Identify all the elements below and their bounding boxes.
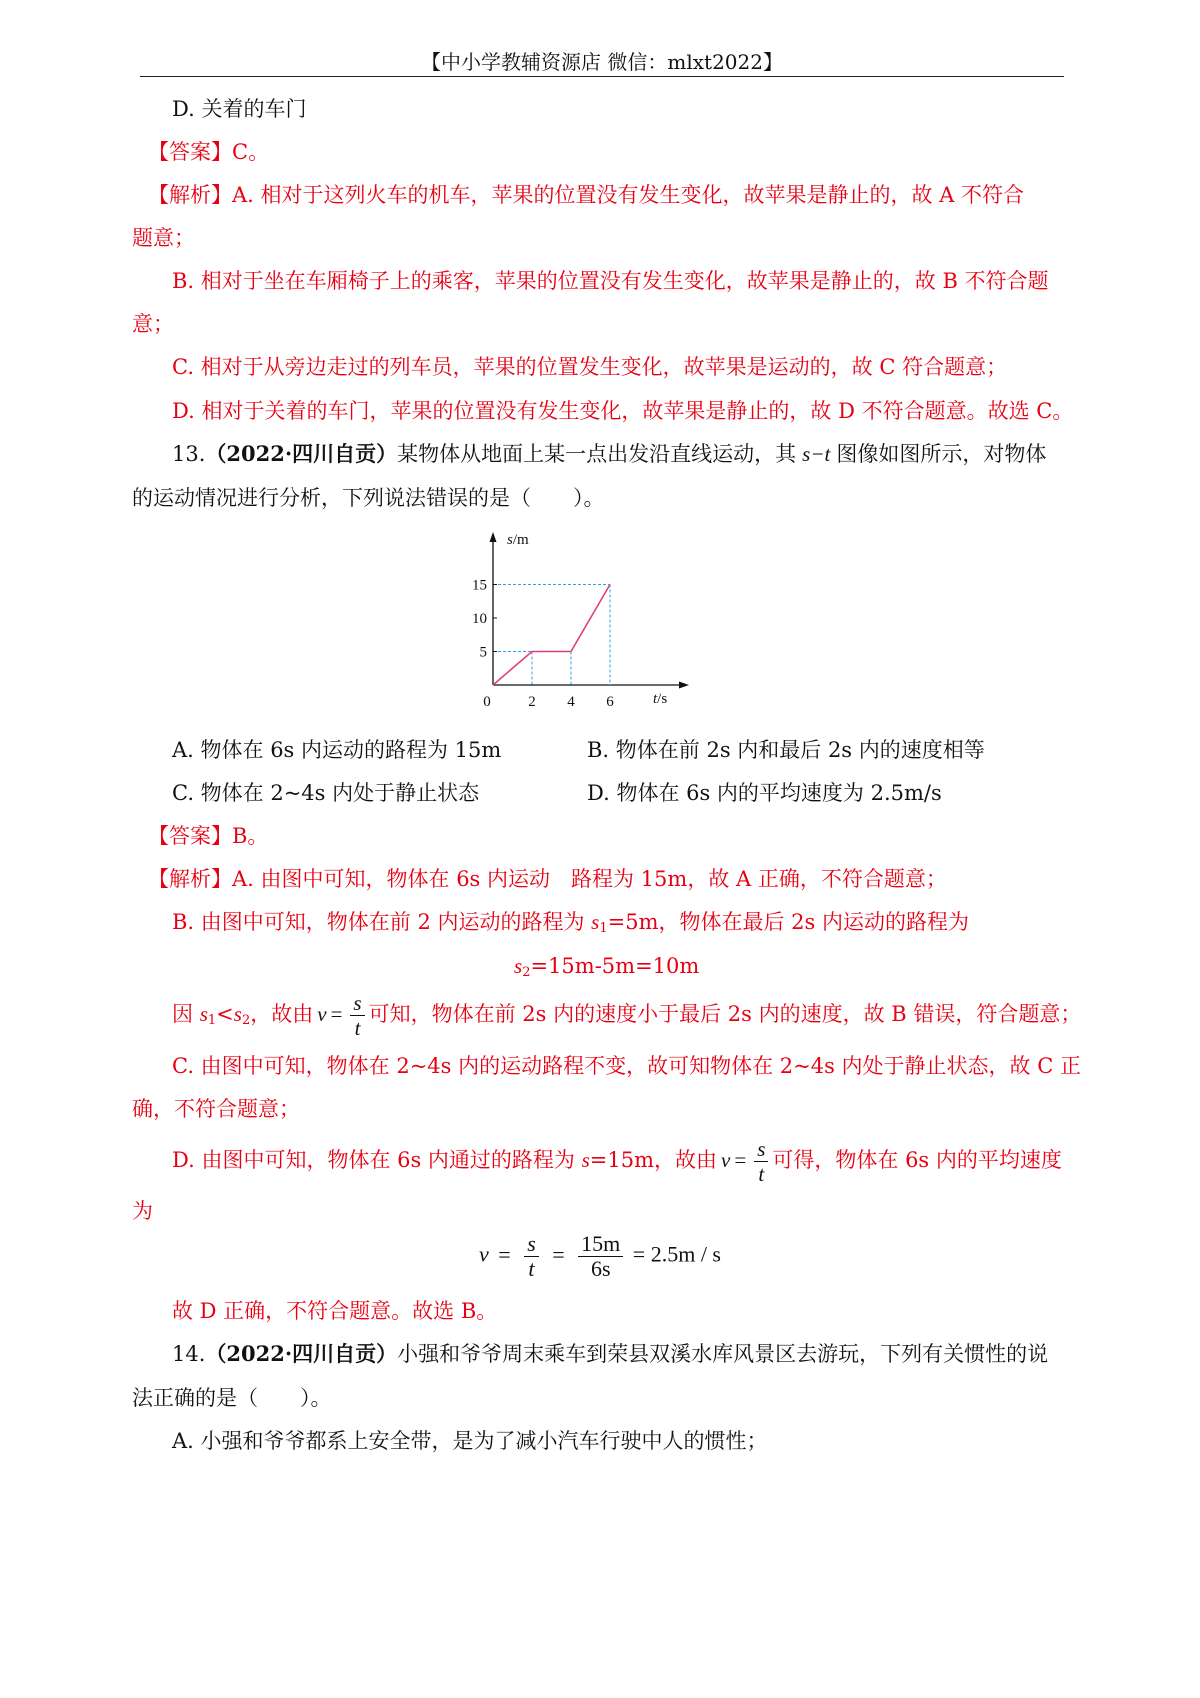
q12-answer: [148, 138, 269, 166]
q14-source: （2022·四川自贡）: [205, 1341, 398, 1366]
y-tick-label: 5: [479, 644, 487, 661]
q13-analysis-d-line2: 为: [132, 1199, 153, 1223]
x-axis-label-unit: /s: [657, 691, 668, 707]
analysis-text: A. 由图中可知，物体在 6s 内运动 路程为 15m，故 A 正确，不符合题意；: [232, 867, 947, 891]
q13-analysis-b-line1: [172, 908, 969, 943]
q13-stem-line1: [172, 440, 1046, 468]
q13-stem-b: 图像如图所示，对物体: [836, 442, 1047, 466]
less-than: <: [216, 1002, 234, 1026]
y-tick-label: 15: [472, 577, 487, 594]
v-symbol: v: [317, 1002, 327, 1026]
q13-option-d: D. 物体在 6s 内的平均速度为 2.5m/s: [587, 781, 942, 805]
fraction-denominator: t: [354, 1016, 361, 1040]
equals: =: [552, 1241, 565, 1267]
y-axis-label-symbol: s: [507, 532, 513, 548]
q12-analysis-b-line1: B. 相对于坐在车厢椅子上的乘客，苹果的位置没有发生变化，故苹果是静止的，故 B 不符合题: [172, 269, 1049, 293]
s1-subscript: 1: [599, 921, 608, 936]
fraction-numerator: s: [350, 991, 364, 1016]
q14-stem: 小强和爷爷周末乘车到荣县双溪水库风景区去游玩，下列有关惯性的说: [397, 1342, 1049, 1366]
v-symbol: v: [479, 1241, 489, 1267]
q13-number: 13.: [172, 442, 206, 466]
q13-analysis-c-line2: 确，不符合题意；: [132, 1097, 300, 1121]
fraction-denominator: t: [758, 1162, 765, 1186]
s2-symbol: s: [233, 1002, 242, 1026]
text: 可知，物体在前 2s 内的速度小于最后 2s 内的速度，故 B 错误，符合题意；: [368, 1002, 1082, 1026]
q12-analysis-a-line1: [148, 181, 1024, 209]
fraction-s-over-t: [754, 1137, 768, 1186]
average-speed-formula: [0, 1232, 1200, 1281]
text: =15m-5m=10m: [530, 954, 700, 978]
q13-analysis-d-line1: [172, 1136, 1062, 1186]
fraction-numerator: s: [754, 1137, 768, 1162]
fraction-15m-over-6s: [578, 1232, 623, 1281]
y-axis-label-unit: /m: [512, 532, 529, 548]
x-tick-label: 6: [606, 694, 614, 710]
q12-analysis-b-line2: 意；: [132, 312, 174, 336]
answer-value: B。: [232, 824, 269, 848]
x-tick-label: 0: [483, 694, 491, 710]
q13-analysis-b-line2: [514, 952, 699, 987]
s2-subscript: 2: [522, 965, 531, 980]
q13-analysis-b-line3: [172, 990, 1081, 1045]
text: =15m，故由: [589, 1148, 718, 1172]
fraction-denominator: 6s: [590, 1256, 611, 1281]
s1-subscript: 1: [207, 1013, 217, 1028]
q13-option-b: B. 物体在前 2s 内和最后 2s 内的速度相等: [587, 738, 985, 762]
q13-st-symbol: s−t: [802, 442, 831, 466]
q13-source: （2022·四川自贡）: [205, 441, 398, 466]
formula-result: = 2.5m / s: [632, 1241, 721, 1267]
s1-symbol: s: [591, 910, 600, 934]
equals: =: [734, 1148, 747, 1172]
analysis-text: A. 相对于这列火车的机车，苹果的位置没有发生变化，故苹果是静止的，故 A 不符合: [232, 183, 1025, 207]
answer-tag: 【答案】: [148, 140, 232, 164]
x-tick-label: 2: [528, 694, 536, 710]
fraction-denominator: t: [528, 1256, 535, 1281]
q14-stem-line2: 法正确的是（ ）。: [132, 1386, 332, 1410]
q14-number: 14.: [172, 1342, 206, 1366]
text: 因: [172, 1002, 200, 1026]
q13-answer: [148, 822, 268, 850]
q14-option-a: A. 小强和爷爷都系上安全带，是为了减小汽车行驶中人的惯性；: [172, 1429, 768, 1453]
q13-analysis-c-line1: C. 由图中可知，物体在 2~4s 内的运动路程不变，故可知物体在 2~4s 内处于静止状态，故 C 正: [172, 1054, 1081, 1078]
q12-analysis-a-line2: 题意；: [132, 226, 195, 250]
q13-option-c: C. 物体在 2~4s 内处于静止状态: [172, 781, 480, 805]
q12-analysis-d: D. 相对于关着的车门，苹果的位置没有发生变化，故苹果是静止的，故 D 不符合题意。故选 C。: [172, 399, 1074, 423]
text: 可得，物体在 6s 内的平均速度: [772, 1148, 1062, 1172]
header-rule: [140, 76, 1064, 77]
equals: =: [330, 1002, 343, 1026]
q13-option-a: A. 物体在 6s 内运动的路程为 15m: [172, 738, 502, 762]
y-axis-arrow: [490, 532, 497, 542]
st-graph: [468, 530, 698, 720]
page-header: 【中小学教辅资源店 微信：mlxt2022】: [421, 50, 783, 74]
answer-tag: 【答案】: [148, 824, 232, 848]
q12-analysis-c: C. 相对于从旁边走过的列车员，苹果的位置发生变化，故苹果是运动的，故 C 符合题意；: [172, 355, 1008, 379]
answer-value: C。: [232, 140, 270, 164]
s-symbol: s: [581, 1148, 590, 1172]
x-axis-label: [653, 691, 667, 707]
q13-stem-line2: 的运动情况进行分析，下列说法错误的是（ ）。: [132, 486, 605, 510]
x-tick-label: 4: [567, 694, 575, 710]
q12-option-d: D. 关着的车门: [172, 97, 307, 121]
fraction-s-over-t: [350, 991, 364, 1040]
q13-stem-a: 某物体从地面上某一点出发沿直线运动，其: [397, 442, 797, 466]
text: ，故由: [250, 1002, 314, 1026]
q14-stem-line1: [172, 1340, 1048, 1368]
analysis-tag: 【解析】: [148, 183, 232, 207]
y-axis-label: [507, 532, 529, 548]
text: B. 由图中可知，物体在前 2 内运动的路程为: [172, 910, 592, 934]
text: D. 由图中可知，物体在 6s 内通过的路程为: [172, 1148, 582, 1172]
s2-symbol: s: [514, 954, 523, 978]
fraction-numerator: 15m: [578, 1232, 623, 1257]
q13-final: 故 D 正确，不符合题意。故选 B。: [172, 1299, 498, 1323]
fraction-s-over-t: [524, 1232, 539, 1281]
v-symbol: v: [721, 1148, 731, 1172]
series-line: [493, 585, 610, 686]
x-axis-label-symbol: t: [653, 691, 658, 707]
s2-subscript: 2: [241, 1013, 251, 1028]
q13-analysis-a: [148, 865, 947, 893]
text: =5m，物体在最后 2s 内运动的路程为: [607, 910, 969, 934]
equals: =: [498, 1241, 511, 1267]
fraction-numerator: s: [524, 1232, 539, 1257]
analysis-tag: 【解析】: [148, 867, 232, 891]
s1-symbol: s: [199, 1002, 208, 1026]
y-tick-label: 10: [472, 611, 487, 627]
x-axis-arrow: [679, 682, 689, 689]
